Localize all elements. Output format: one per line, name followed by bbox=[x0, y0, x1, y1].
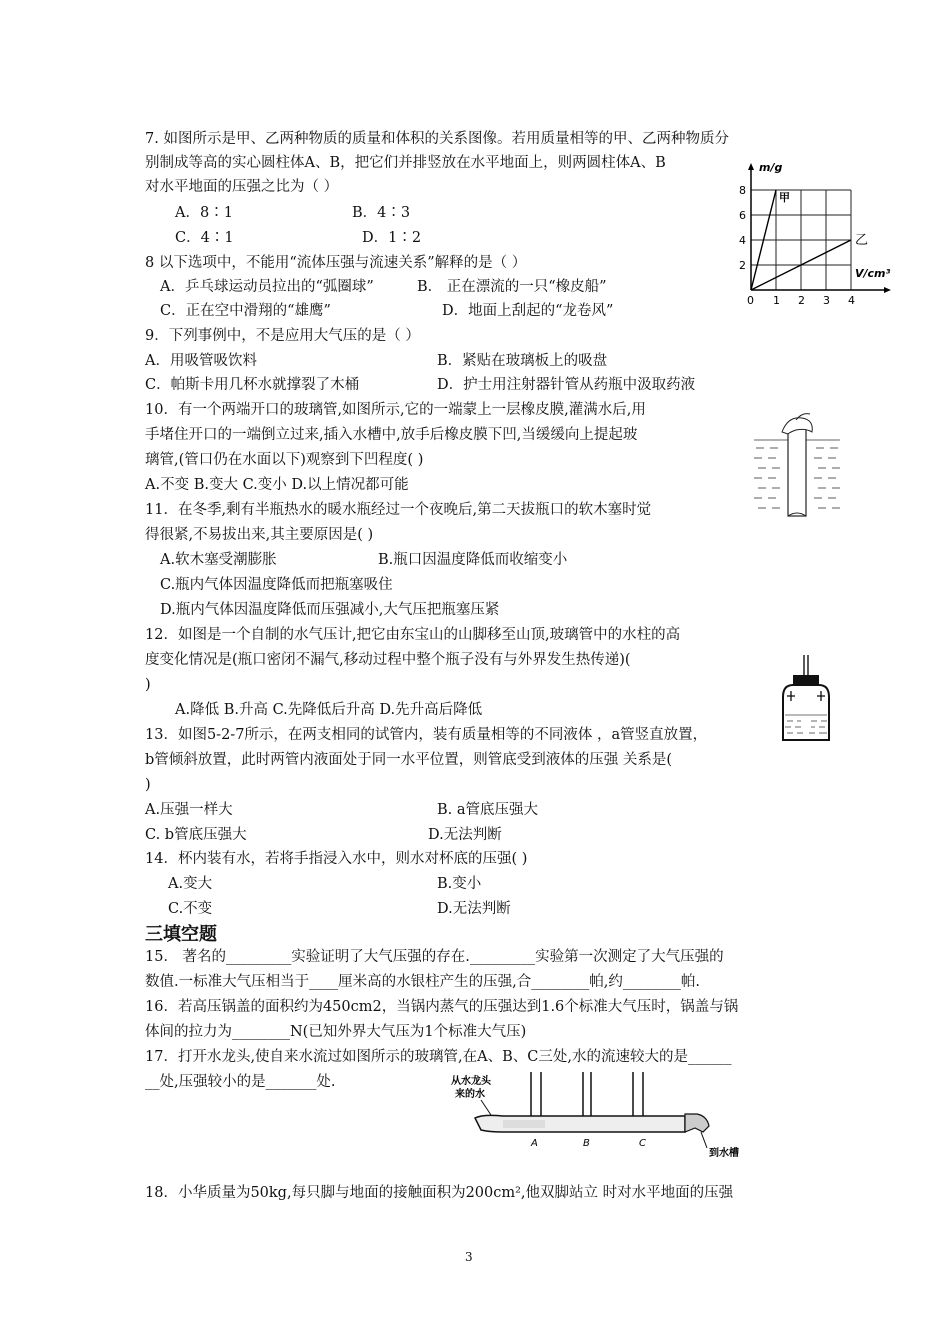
q15-line2: 数值.一标准大气压相当于____厘米高的水银柱产生的压强,合________帕,约________帕. bbox=[145, 974, 700, 990]
q8-option-d: D．地面上刮起的“龙卷风” bbox=[442, 303, 614, 319]
q13-line3: ) bbox=[145, 777, 151, 793]
q18-line1: 18．小华质量为50kg,每只脚与地面的接触面积为200cm²,他双脚站立 时对水平地面的压强 bbox=[145, 1185, 734, 1201]
q9-option-d: D．护士用注射器针管从药瓶中汲取药液 bbox=[437, 377, 696, 393]
q17-line2: __处,压强较小的是_______处. bbox=[145, 1074, 336, 1090]
x-tick-2: 2 bbox=[798, 294, 805, 305]
q7-option-b: B．4∶3 bbox=[352, 205, 411, 221]
q9-option-b: B．紧贴在玻璃板上的吸盘 bbox=[437, 353, 608, 369]
q9-option-a: A．用吸管吸饮料 bbox=[145, 353, 257, 369]
q11-option-a: A.软木塞受潮膨胀 bbox=[160, 552, 277, 568]
q14-option-d: D.无法判断 bbox=[437, 901, 511, 917]
q11-line2: 得很紧,不易拔出来,其主要原因是( ) bbox=[145, 527, 374, 543]
y-tick-2: 2 bbox=[739, 259, 746, 272]
page-number: 3 bbox=[465, 1250, 473, 1264]
q14-option-b: B.变小 bbox=[437, 876, 482, 892]
section-heading: 三填空题 bbox=[145, 924, 217, 945]
q10-options: A.不变 B.变大 C.变小 D.以上情况都可能 bbox=[145, 477, 409, 493]
q7-line3: 对水平地面的压强之比为（ ） bbox=[145, 179, 339, 195]
q15-line1: 15． 著名的_________实验证明了大气压强的存在._________实验第一次测定了大气压强的 bbox=[145, 949, 724, 965]
x-tick-0: 0 bbox=[747, 294, 754, 305]
q14-option-a: A.变大 bbox=[168, 876, 213, 892]
q13-option-b: B. a管底压强大 bbox=[437, 802, 539, 818]
q10-line2: 手堵住开口的一端倒立过来,插入水槽中,放手后橡皮膜下凹,当缓缓向上提起玻 bbox=[145, 427, 638, 443]
q16-line2: 体间的拉力为________N(已知外界大气压为1个标准大气压) bbox=[145, 1024, 527, 1040]
point-b-label: B bbox=[583, 1138, 590, 1149]
q12-line1: 12．如图是一个自制的水气压计,把它由东宝山的山脚移至山顶,玻璃管中的水柱的高 bbox=[145, 627, 681, 643]
q8-option-a: A．乒乓球运动员拉出的“弧圈球” bbox=[160, 279, 374, 295]
q10-line3: 璃管,(管口仍在水面以下)观察到下凹程度( ) bbox=[145, 452, 424, 468]
q7-line1: 7. 如图所示是甲、乙两种物质的质量和体积的关系图像。若用质量相等的甲、乙两种物质分 bbox=[145, 131, 729, 147]
pipe-flow-figure bbox=[445, 1070, 745, 1160]
point-c-label: C bbox=[639, 1138, 646, 1149]
q9-option-c: C．帕斯卡用几杯水就撑裂了木桶 bbox=[145, 377, 360, 393]
y-tick-6: 6 bbox=[739, 209, 746, 222]
q13-option-a: A.压强一样大 bbox=[145, 802, 233, 818]
q12-line2: 度变化情况是(瓶口密闭不漏气,移动过程中整个瓶子没有与外界发生热传递)( bbox=[145, 652, 631, 668]
q7-line2: 别制成等高的实心圆柱体A、B，把它们并排竖放在水平地面上，则两圆柱体A、B bbox=[145, 155, 666, 171]
mass-volume-chart bbox=[735, 155, 895, 305]
q17-line1: 17．打开水龙头,使自来水流过如图所示的玻璃管,在A、B、C三处,水的流速较大的是______ bbox=[145, 1049, 732, 1065]
x-tick-4: 4 bbox=[848, 294, 855, 305]
q11-option-c: C.瓶内气体因温度降低而把瓶塞吸住 bbox=[160, 577, 393, 593]
series-jia-label: 甲 bbox=[779, 191, 790, 204]
q7-option-d: D．1∶2 bbox=[362, 230, 422, 246]
y-tick-4: 4 bbox=[739, 234, 746, 247]
q7-option-a: A．8∶1 bbox=[175, 205, 233, 221]
destination-label: 到水槽 bbox=[709, 1148, 739, 1159]
q13-line2: b管倾斜放置，此时两管内液面处于同一水平位置，则管底受到液体的压强 关系是( bbox=[145, 752, 673, 768]
q12-options: A.降低 B.升高 C.先降低后升高 D.先升高后降低 bbox=[175, 702, 483, 718]
y-axis-label: m/g bbox=[759, 161, 783, 174]
q8-stem: 8 以下选项中，不能用“流体压强与流速关系”解释的是（ ） bbox=[145, 255, 527, 271]
x-tick-3: 3 bbox=[823, 294, 830, 305]
series-yi-label: 乙 bbox=[855, 233, 869, 248]
q10-line1: 10．有一个两端开口的玻璃管,如图所示,它的一端蒙上一层橡皮膜,灌满水后,用 bbox=[145, 402, 646, 418]
q8-option-b: B． 正在漂流的一只“橡皮船” bbox=[417, 279, 607, 295]
q9-stem: 9．下列事例中，不是应用大气压的是（ ） bbox=[145, 328, 420, 344]
q12-line3: ) bbox=[145, 677, 151, 693]
q7-option-c: C．4∶1 bbox=[175, 230, 234, 246]
q16-line1: 16．若高压锅盖的面积约为450cm2，当锅内蒸气的压强达到1.6个标准大气压时，锅盖与锅 bbox=[145, 999, 739, 1015]
q11-line1: 11．在冬季,剩有半瓶热水的暖水瓶经过一个夜晚后,第二天拔瓶口的软木塞时觉 bbox=[145, 502, 652, 518]
source-label-line2: 来的水 bbox=[455, 1089, 485, 1100]
q13-option-c: C. b管底压强大 bbox=[145, 827, 247, 843]
q14-stem: 14．杯内装有水，若将手指浸入水中，则水对杯底的压强( ) bbox=[145, 851, 528, 867]
q8-option-c: C．正在空中滑翔的“雄鹰” bbox=[160, 303, 331, 319]
x-axis-label: V/cm³ bbox=[855, 267, 891, 280]
x-tick-1: 1 bbox=[773, 294, 780, 305]
q11-option-b: B.瓶口因温度降低而收缩变小 bbox=[378, 552, 568, 568]
point-a-label: A bbox=[531, 1138, 538, 1149]
q13-option-d: D.无法判断 bbox=[428, 827, 502, 843]
tube-in-water-figure bbox=[752, 410, 842, 525]
q14-option-c: C.不变 bbox=[168, 901, 213, 917]
y-tick-8: 8 bbox=[739, 184, 746, 197]
source-label-line1: 从水龙头 bbox=[451, 1076, 491, 1087]
q11-option-d: D.瓶内气体因温度降低而压强减小,大气压把瓶塞压紧 bbox=[160, 602, 500, 618]
q13-line1: 13．如图5-2-7所示，在两支相同的试管内，装有质量相等的不同液体 ，a管竖直放置， bbox=[145, 727, 708, 743]
water-barometer-figure bbox=[775, 655, 833, 743]
